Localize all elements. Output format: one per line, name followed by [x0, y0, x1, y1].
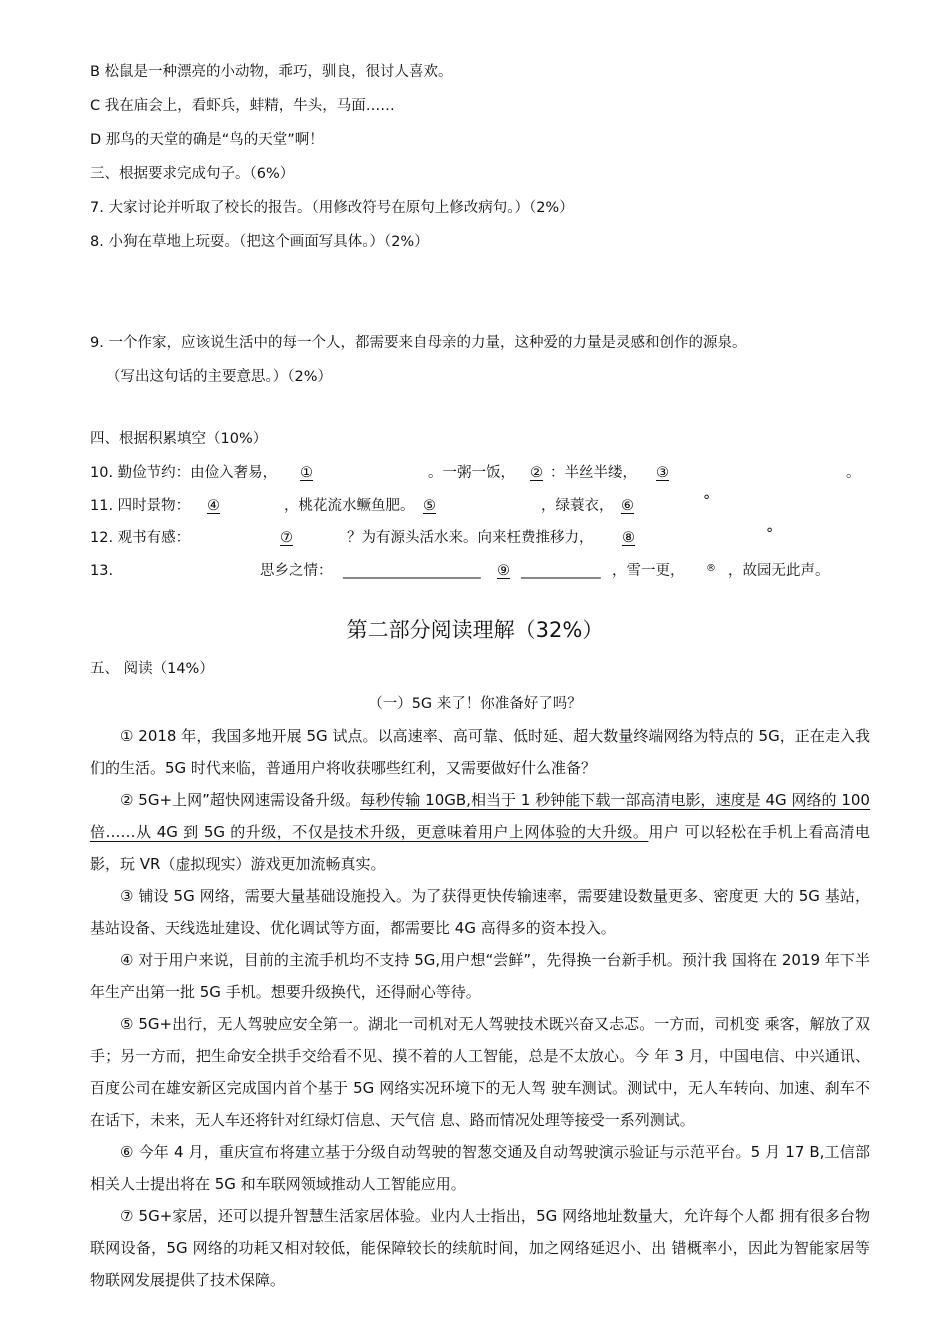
blank-4-marker[interactable]: ④: [207, 498, 220, 514]
q10-text: 10. 勤俭节约：由俭入奢易，: [90, 465, 278, 481]
part-2-title: 第二部分阅读理解（32%）: [346, 618, 604, 642]
paragraph-1: ① 2018 年，我国多地开展 5G 试点。以高速率、高可靠、低时延、超大数量终端网络为特点的 5G，正在走入我们的生活。5G 时代来临，普通用户将收获哪些红利，又需要做好什么准备？: [90, 727, 870, 777]
question-9-instruction: （写出这句话的主要意思。）（2%）: [106, 369, 333, 385]
q11-text-b: ，桃花流水鳜鱼肥。: [284, 498, 415, 514]
blank-3-marker[interactable]: ③: [656, 465, 669, 481]
question-13: 13.: [90, 563, 114, 579]
option-d: D 那鸟的天堂的确是“鸟的天堂”啊！: [90, 132, 324, 148]
option-c: C 我在庙会上，看虾兵，蚌精，牛头，马面……: [90, 98, 395, 114]
paragraph-4: ④ 对于用户来说，目前的主流手机均不支持 5G,用户想“尝鲜”，先得换一台新手机。预汁我 国将在 2019 年下半年生产出第一批 5G 手机。想要升级换代，还得耐心等待。: [90, 951, 870, 1001]
section-5-heading: 五、 阅读（14%）: [90, 661, 214, 677]
q13-blank-2[interactable]: ___________: [521, 563, 601, 579]
question-10: [90, 463, 277, 483]
section-4-heading: 四、根据积累填空（10%）: [90, 431, 268, 447]
q11-text-d: °: [703, 493, 711, 509]
blank-2-marker[interactable]: ②: [530, 465, 543, 481]
blank-5-marker[interactable]: ⑤: [423, 498, 436, 514]
paragraph-5: ⑤ 5G+出行，无人驾驶应安全第一。湖北一司机对无人驾驶技术既兴奋又忐忑。一方而，司机变 乘客，解放了双手；另一方而，把生命安全拱手交给看不见、摸不着的人工智能，总是不太放心。今 年 3 月，中国电信、中兴通讯、百度公司在雄安新区完成国内首个基于 5G 网络实况环境下的无人驾 驶车测试。测试中，无人车转向、加速、刹车不在话下，未来，无人车还将针对红绿灯信息、天气信 息、路而情况处理等接受一系列测试。: [90, 1015, 870, 1129]
paragraph-7: ⑦ 5G+家居，还可以提升智慧生活家居体验。业内人士指出，5G 网络地址数量大，允许每个人都 拥有很多台物联网设备，5G 网络的功耗又相对较低，能保障较长的续航时间，加之网络延迟小、出 错概率小，因此为智能家居等物联网发展提供了技术保障。: [90, 1207, 870, 1289]
blank-8-marker[interactable]: ⑧: [622, 530, 635, 546]
q12-text-c: °: [766, 526, 774, 542]
option-b: B 松鼠是一种漂亮的小动物，乖巧，驯良，很讨人喜欢。: [90, 64, 453, 80]
q10-text-c: ：半丝半缕，: [550, 465, 637, 481]
blank-10-marker[interactable]: ®: [706, 563, 716, 574]
section-3-heading: 三、根据要求完成句子。（6%）: [90, 166, 295, 182]
q12-text-b: ？为有源头活水来。向来枉费推移力，: [347, 530, 594, 546]
question-8: 8. 小狗在草地上玩耍。（把这个画面写具体。）（2%）: [90, 234, 429, 250]
question-12: 12. 观书有感：: [90, 530, 191, 546]
q13-text-c: ，故园无此声。: [728, 563, 830, 579]
paragraph-2-underlined: 每秒传输 10GB,相当于 1 秒钟能下载一部高清电影，速度是 4G 网络的 100 倍……从 4G 到 5G 的升级，不仅是技术升级，更意味着用户上网体验的大升级。: [90, 791, 870, 841]
paragraph-3: ③ 铺设 5G 网络，需要大量基础设施投入。为了获得更快传输速率，需要建设数量更多、密度更 大的 5G 基站，基站设备、天线选址建设、优化调试等方面，都需要比 4G 高得多的资本投入。: [90, 887, 870, 937]
q10-text-d: 。: [846, 465, 861, 481]
q10-text-b: 。一粥一饭，: [428, 465, 515, 481]
q13-text-a: 思乡之情：: [260, 563, 333, 579]
paragraph-2-lead: ② 5G+上网”超快网速需设备升级。: [120, 791, 361, 809]
question-7: 7. 大家讨论并听取了校长的报告。（用修改符号在原句上修改病句。）（2%）: [90, 200, 574, 216]
question-9: 9. 一个作家，应该说生活中的每一个人，都需要来自母亲的力量，这种爱的力量是灵感和创作的源泉。: [90, 335, 747, 351]
question-11: 11. 四时景物：: [90, 498, 191, 514]
q13-blank-1[interactable]: ___________________: [343, 563, 481, 579]
q11-text-c: ，绿蓑衣，: [541, 498, 614, 514]
blank-1-marker[interactable]: ①: [300, 465, 313, 481]
paragraph-2-tail: 用户 可以轻松在手机上看高清电影，玩 VR（虚拟现实）游戏更加流畅真实。: [90, 823, 870, 873]
paragraph-2: [90, 784, 870, 880]
blank-9-marker[interactable]: ⑨: [497, 563, 510, 579]
q13-text-b: ，雪一更，: [612, 563, 685, 579]
paragraph-6: ⑥ 今年 4 月，重庆宣布将建立基于分级自动驾驶的智葱交通及自动驾驶演示验证与示范平台。5 月 17 B,工信部相关人士提出将在 5G 和车联网领域推动人工智能应用。: [90, 1143, 870, 1193]
article-title: （一）5G 来了！你准备好了吗？: [368, 696, 582, 712]
blank-6-marker[interactable]: ⑥: [621, 498, 634, 514]
blank-7-marker[interactable]: ⑦: [280, 530, 293, 546]
article-body: [90, 720, 870, 1296]
